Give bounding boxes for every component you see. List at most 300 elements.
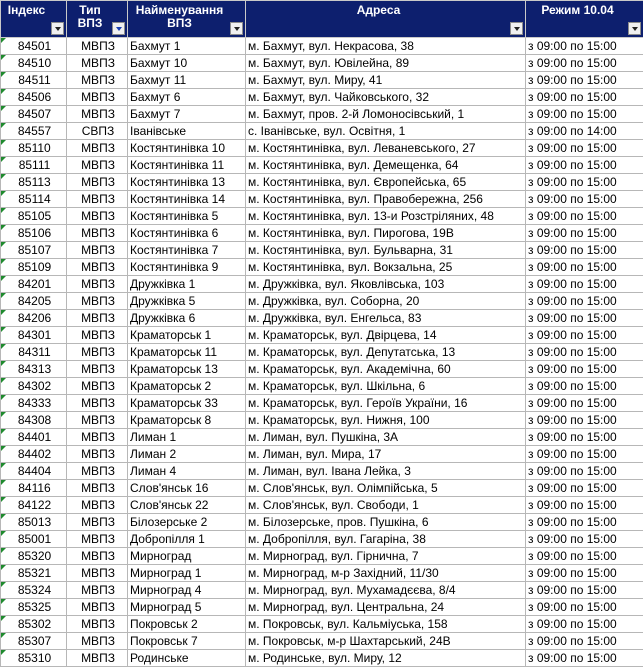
cell-name[interactable]: Мирноград — [128, 548, 246, 565]
filter-dropdown-icon[interactable] — [628, 22, 641, 35]
cell-address[interactable]: м. Краматорськ, вул. Академічна, 60 — [246, 361, 526, 378]
number-as-text-indicator-icon — [1, 378, 6, 383]
cell-index-text: 84311 — [18, 345, 51, 359]
cell-name[interactable]: Покровськ 7 — [128, 633, 246, 650]
cell-index[interactable] — [1, 599, 67, 616]
cell-address[interactable]: м. Костянтинівка, вул. Європейська, 65 — [246, 174, 526, 191]
number-as-text-indicator-icon — [1, 548, 6, 553]
cell-index[interactable] — [1, 531, 67, 548]
cell-index-text: 85110 — [18, 141, 51, 155]
cell-index[interactable] — [1, 412, 67, 429]
cell-type[interactable]: МВПЗ — [67, 650, 128, 667]
cell-index[interactable] — [1, 582, 67, 599]
header-index-label: Індекс — [7, 3, 46, 17]
cell-type[interactable]: МВПЗ — [67, 565, 128, 582]
cell-mode[interactable]: з 09:00 по 15:00 — [526, 310, 643, 327]
table-row — [1, 106, 643, 123]
cell-name[interactable]: Костянтинівка 11 — [128, 157, 246, 174]
cell-index-text: 84510 — [17, 56, 52, 70]
cell-index-text: 84402 — [17, 447, 52, 461]
cell-index-text: 84313 — [17, 362, 52, 376]
cell-mode[interactable]: з 09:00 по 15:00 — [526, 361, 643, 378]
cell-name[interactable]: Іванівське — [128, 123, 246, 140]
cell-index[interactable] — [1, 293, 67, 310]
cell-type[interactable]: МВПЗ — [67, 395, 128, 412]
cell-type[interactable]: МВПЗ — [67, 497, 128, 514]
cell-index-text: 85307 — [17, 634, 52, 648]
cell-mode[interactable]: з 09:00 по 15:00 — [526, 599, 643, 616]
cell-index[interactable] — [1, 157, 67, 174]
filter-dropdown-icon[interactable] — [510, 22, 523, 35]
cell-mode[interactable]: з 09:00 по 15:00 — [526, 174, 643, 191]
cell-mode[interactable]: з 09:00 по 15:00 — [526, 293, 643, 310]
table-row — [1, 344, 643, 361]
cell-index[interactable] — [1, 123, 67, 140]
number-as-text-indicator-icon — [1, 599, 6, 604]
cell-name[interactable]: Білозерське 2 — [128, 514, 246, 531]
cell-address[interactable]: м. Слов'янськ, вул. Свободи, 1 — [246, 497, 526, 514]
cell-index[interactable] — [1, 140, 67, 157]
table-row — [1, 395, 643, 412]
cell-type[interactable]: МВПЗ — [67, 310, 128, 327]
cell-address[interactable]: м. Костянтинівка, вул. Вокзальна, 25 — [246, 259, 526, 276]
cell-type[interactable]: МВПЗ — [67, 378, 128, 395]
cell-mode[interactable]: з 09:00 по 15:00 — [526, 548, 643, 565]
cell-address[interactable]: м. Дружківка, вул. Яковлівська, 103 — [246, 276, 526, 293]
cell-address[interactable]: м. Мирноград, вул. Гірнична, 7 — [246, 548, 526, 565]
cell-address[interactable]: м. Покровськ, м-р Шахтарський, 24В — [246, 633, 526, 650]
cell-address[interactable]: м. Слов'янськ, вул. Олімпійська, 5 — [246, 480, 526, 497]
table-row — [1, 276, 643, 293]
cell-index[interactable] — [1, 55, 67, 72]
cell-name[interactable]: Бахмут 10 — [128, 55, 246, 72]
cell-address[interactable]: м. Мирноград, вул. Центральна, 24 — [246, 599, 526, 616]
table-row — [1, 38, 643, 55]
number-as-text-indicator-icon — [1, 361, 6, 366]
cell-name[interactable]: Краматорськ 33 — [128, 395, 246, 412]
cell-mode[interactable]: з 09:00 по 15:00 — [526, 633, 643, 650]
cell-name[interactable]: Лиман 1 — [128, 429, 246, 446]
cell-index[interactable] — [1, 565, 67, 582]
cell-address[interactable]: м. Костянтинівка, вул. Леваневського, 27 — [246, 140, 526, 157]
number-as-text-indicator-icon — [1, 344, 6, 349]
cell-index-text: 84557 — [17, 124, 52, 138]
cell-type[interactable]: МВПЗ — [67, 157, 128, 174]
cell-address[interactable]: м. Дружківка, вул. Енгельса, 83 — [246, 310, 526, 327]
number-as-text-indicator-icon — [1, 106, 6, 111]
cell-mode[interactable]: з 09:00 по 15:00 — [526, 446, 643, 463]
number-as-text-indicator-icon — [1, 327, 6, 332]
cell-type[interactable]: МВПЗ — [67, 463, 128, 480]
number-as-text-indicator-icon — [1, 293, 6, 298]
number-as-text-indicator-icon — [1, 174, 6, 179]
number-as-text-indicator-icon — [1, 616, 6, 621]
cell-mode[interactable]: з 09:00 по 15:00 — [526, 225, 643, 242]
cell-name[interactable]: Дружківка 5 — [128, 293, 246, 310]
number-as-text-indicator-icon — [1, 412, 6, 417]
cell-name[interactable]: Бахмут 11 — [128, 72, 246, 89]
cell-name[interactable]: Мирноград 4 — [128, 582, 246, 599]
cell-index[interactable] — [1, 497, 67, 514]
cell-name[interactable]: Краматорськ 8 — [128, 412, 246, 429]
cell-name[interactable]: Слов'янськ 16 — [128, 480, 246, 497]
cell-type[interactable]: МВПЗ — [67, 106, 128, 123]
number-as-text-indicator-icon — [1, 497, 6, 502]
cell-address[interactable]: м. Мирноград, м-р Західний, 11/30 — [246, 565, 526, 582]
table-row — [1, 633, 643, 650]
number-as-text-indicator-icon — [1, 531, 6, 536]
cell-address[interactable]: м. Бахмут, вул. Ювілейна, 89 — [246, 55, 526, 72]
number-as-text-indicator-icon — [1, 565, 6, 570]
cell-mode[interactable]: з 09:00 по 15:00 — [526, 429, 643, 446]
table-row — [1, 531, 643, 548]
cell-index[interactable] — [1, 208, 67, 225]
number-as-text-indicator-icon — [1, 55, 6, 60]
table-row — [1, 616, 643, 633]
cell-type[interactable]: МВПЗ — [67, 361, 128, 378]
cell-name[interactable]: Лиман 4 — [128, 463, 246, 480]
cell-type[interactable]: МВПЗ — [67, 89, 128, 106]
cell-name[interactable]: Бахмут 1 — [128, 38, 246, 55]
cell-type[interactable]: МВПЗ — [67, 446, 128, 463]
cell-index[interactable] — [1, 38, 67, 55]
cell-index[interactable] — [1, 191, 67, 208]
cell-name[interactable]: Дружківка 6 — [128, 310, 246, 327]
cell-mode[interactable]: з 09:00 по 15:00 — [526, 157, 643, 174]
cell-type[interactable]: МВПЗ — [67, 242, 128, 259]
cell-type[interactable]: МВПЗ — [67, 599, 128, 616]
cell-type[interactable]: МВПЗ — [67, 582, 128, 599]
cell-name[interactable]: Костянтинівка 5 — [128, 208, 246, 225]
table-row — [1, 327, 643, 344]
cell-index-text: 85321 — [17, 566, 52, 580]
header-name-label: Найменування ВПЗ — [135, 3, 224, 30]
table-row — [1, 650, 643, 667]
cell-address[interactable]: м. Бахмут, вул. Миру, 41 — [246, 72, 526, 89]
cell-address[interactable]: м. Костянтинівка, вул. Пирогова, 19В — [246, 225, 526, 242]
cell-index-text: 84122 — [17, 498, 52, 512]
cell-mode[interactable]: з 09:00 по 15:00 — [526, 378, 643, 395]
table-row — [1, 582, 643, 599]
header-row — [1, 1, 643, 38]
table-row — [1, 225, 643, 242]
cell-index[interactable] — [1, 395, 67, 412]
cell-index[interactable] — [1, 310, 67, 327]
cell-name[interactable]: Костянтинівка 13 — [128, 174, 246, 191]
cell-mode[interactable]: з 09:00 по 15:00 — [526, 89, 643, 106]
number-as-text-indicator-icon — [1, 446, 6, 451]
cell-type[interactable]: МВПЗ — [67, 38, 128, 55]
cell-mode[interactable]: з 09:00 по 15:00 — [526, 276, 643, 293]
number-as-text-indicator-icon — [1, 38, 6, 43]
cell-mode[interactable]: з 09:00 по 15:00 — [526, 616, 643, 633]
cell-address[interactable]: м. Костянтинівка, вул. Демещенка, 64 — [246, 157, 526, 174]
cell-index-text: 84302 — [17, 379, 52, 393]
table-row — [1, 429, 643, 446]
cell-name[interactable]: Костянтинівка 6 — [128, 225, 246, 242]
cell-address[interactable]: м. Краматорськ, вул. Двірцева, 14 — [246, 327, 526, 344]
table-row — [1, 259, 643, 276]
cell-index-text: 85302 — [17, 617, 52, 631]
cell-index[interactable] — [1, 480, 67, 497]
cell-name[interactable]: Слов'янськ 22 — [128, 497, 246, 514]
cell-name[interactable]: Краматорськ 11 — [128, 344, 246, 361]
table-row — [1, 191, 643, 208]
table-row — [1, 361, 643, 378]
table-row — [1, 140, 643, 157]
cell-mode[interactable]: з 09:00 по 15:00 — [526, 106, 643, 123]
cell-type[interactable]: МВПЗ — [67, 174, 128, 191]
number-as-text-indicator-icon — [1, 191, 6, 196]
number-as-text-indicator-icon — [1, 310, 6, 315]
cell-index-text: 85324 — [17, 583, 52, 597]
cell-mode[interactable]: з 09:00 по 15:00 — [526, 463, 643, 480]
header-address — [246, 1, 526, 38]
cell-type[interactable]: МВПЗ — [67, 293, 128, 310]
cell-address[interactable]: м. Костянтинівка, вул. 13-и Розстріляних, 48 — [246, 208, 526, 225]
number-as-text-indicator-icon — [1, 259, 6, 264]
cell-address[interactable]: м. Мирноград, вул. Мухамадєєва, 8/4 — [246, 582, 526, 599]
number-as-text-indicator-icon — [1, 157, 6, 162]
cell-address[interactable]: м. Краматорськ, вул. Нижня, 100 — [246, 412, 526, 429]
cell-mode[interactable]: з 09:00 по 15:00 — [526, 497, 643, 514]
cell-index-text: 85013 — [17, 515, 52, 529]
cell-type[interactable]: МВПЗ — [67, 412, 128, 429]
cell-type[interactable]: СВПЗ — [67, 123, 128, 140]
cell-type[interactable]: МВПЗ — [67, 259, 128, 276]
cell-index[interactable] — [1, 106, 67, 123]
cell-mode[interactable]: з 09:00 по 15:00 — [526, 55, 643, 72]
cell-address[interactable]: м. Краматорськ, вул. Депутатська, 13 — [246, 344, 526, 361]
table-row — [1, 310, 643, 327]
cell-mode[interactable]: з 09:00 по 15:00 — [526, 412, 643, 429]
cell-index-text: 84301 — [17, 328, 52, 342]
cell-type[interactable]: МВПЗ — [67, 276, 128, 293]
cell-index-text: 85106 — [17, 226, 52, 240]
cell-index-text: 85111 — [18, 158, 51, 172]
cell-index[interactable] — [1, 276, 67, 293]
cell-index-text: 84404 — [17, 464, 52, 478]
cell-index[interactable] — [1, 72, 67, 89]
cell-index[interactable] — [1, 327, 67, 344]
cell-address[interactable]: м. Бахмут, вул. Чайковського, 32 — [246, 89, 526, 106]
cell-mode[interactable]: з 09:00 по 15:00 — [526, 208, 643, 225]
cell-address[interactable]: м. Родинське, вул. Миру, 12 — [246, 650, 526, 667]
cell-name[interactable]: Лиман 2 — [128, 446, 246, 463]
cell-address[interactable]: м. Бахмут, пров. 2-й Ломоносівський, 1 — [246, 106, 526, 123]
cell-index[interactable] — [1, 174, 67, 191]
cell-type[interactable]: МВПЗ — [67, 429, 128, 446]
filter-dropdown-icon[interactable] — [230, 22, 243, 35]
table-row — [1, 89, 643, 106]
cell-index[interactable] — [1, 225, 67, 242]
cell-index[interactable] — [1, 650, 67, 667]
number-as-text-indicator-icon — [1, 429, 6, 434]
cell-index-text: 84206 — [17, 311, 52, 325]
cell-name[interactable]: Покровськ 2 — [128, 616, 246, 633]
cell-address[interactable]: м. Бахмут, вул. Некрасова, 38 — [246, 38, 526, 55]
cell-index-text: 84511 — [18, 73, 51, 87]
cell-index[interactable] — [1, 463, 67, 480]
number-as-text-indicator-icon — [1, 395, 6, 400]
cell-type[interactable]: МВПЗ — [67, 72, 128, 89]
cell-mode[interactable]: з 09:00 по 15:00 — [526, 582, 643, 599]
number-as-text-indicator-icon — [1, 242, 6, 247]
cell-index-text: 84401 — [17, 430, 52, 444]
cell-type[interactable]: МВПЗ — [67, 344, 128, 361]
filter-active-icon[interactable] — [112, 22, 125, 35]
number-as-text-indicator-icon — [1, 208, 6, 213]
number-as-text-indicator-icon — [1, 582, 6, 587]
cell-type[interactable]: МВПЗ — [67, 225, 128, 242]
cell-index-text: 85114 — [18, 192, 51, 206]
number-as-text-indicator-icon — [1, 140, 6, 145]
cell-address[interactable]: м. Покровськ, вул. Кальміуська, 158 — [246, 616, 526, 633]
number-as-text-indicator-icon — [1, 463, 6, 468]
cell-name[interactable]: Бахмут 6 — [128, 89, 246, 106]
table-row — [1, 157, 643, 174]
header-index — [1, 1, 67, 38]
cell-index-text: 85325 — [17, 600, 52, 614]
cell-index-text: 84333 — [17, 396, 52, 410]
cell-index[interactable] — [1, 242, 67, 259]
cell-index-text: 84205 — [17, 294, 52, 308]
table-row — [1, 463, 643, 480]
table-row — [1, 378, 643, 395]
cell-index[interactable] — [1, 378, 67, 395]
cell-mode[interactable]: з 09:00 по 15:00 — [526, 327, 643, 344]
cell-name[interactable]: Бахмут 7 — [128, 106, 246, 123]
cell-name[interactable]: Мирноград 1 — [128, 565, 246, 582]
table-row — [1, 72, 643, 89]
cell-index[interactable] — [1, 633, 67, 650]
header-mode-label: Режим 10.04 — [541, 3, 614, 17]
cell-mode[interactable]: з 09:00 по 15:00 — [526, 565, 643, 582]
cell-mode[interactable]: з 09:00 по 15:00 — [526, 38, 643, 55]
cell-index[interactable] — [1, 514, 67, 531]
table-row — [1, 565, 643, 582]
cell-index[interactable] — [1, 361, 67, 378]
number-as-text-indicator-icon — [1, 89, 6, 94]
cell-index-text: 84201 — [17, 277, 52, 291]
cell-index-text: 85113 — [18, 175, 51, 189]
cell-address[interactable]: м. Костянтинівка, вул. Бульварна, 31 — [246, 242, 526, 259]
table-row — [1, 548, 643, 565]
cell-index-text: 85105 — [17, 209, 52, 223]
cell-type[interactable]: МВПЗ — [67, 480, 128, 497]
cell-address[interactable]: м. Лиман, вул. Івана Лейка, 3 — [246, 463, 526, 480]
cell-index-text: 85310 — [17, 651, 52, 665]
cell-type[interactable]: МВПЗ — [67, 616, 128, 633]
cell-type[interactable]: МВПЗ — [67, 548, 128, 565]
filter-dropdown-icon[interactable] — [51, 22, 64, 35]
cell-mode[interactable]: з 09:00 по 15:00 — [526, 514, 643, 531]
cell-index-text: 85001 — [17, 532, 52, 546]
number-as-text-indicator-icon — [1, 72, 6, 77]
cell-index-text: 85107 — [17, 243, 52, 257]
cell-index-text: 84116 — [18, 481, 51, 495]
cell-type[interactable]: МВПЗ — [67, 514, 128, 531]
cell-mode[interactable]: з 09:00 по 15:00 — [526, 395, 643, 412]
cell-mode[interactable]: з 09:00 по 15:00 — [526, 480, 643, 497]
cell-name[interactable]: Костянтинівка 7 — [128, 242, 246, 259]
cell-name[interactable]: Костянтинівка 10 — [128, 140, 246, 157]
cell-address[interactable]: м. Костянтинівка, вул. Правобережна, 256 — [246, 191, 526, 208]
cell-type[interactable]: МВПЗ — [67, 191, 128, 208]
number-as-text-indicator-icon — [1, 514, 6, 519]
number-as-text-indicator-icon — [1, 633, 6, 638]
cell-address[interactable]: м. Білозерське, пров. Пушкіна, 6 — [246, 514, 526, 531]
cell-index-text: 84506 — [17, 90, 52, 104]
cell-type[interactable]: МВПЗ — [67, 140, 128, 157]
cell-index-text: 84308 — [17, 413, 52, 427]
cell-address[interactable]: м. Краматорськ, вул. Героїв України, 16 — [246, 395, 526, 412]
header-type-label: Тип ВПЗ — [77, 3, 103, 30]
table-row — [1, 123, 643, 140]
number-as-text-indicator-icon — [1, 650, 6, 655]
cell-name[interactable]: Мирноград 5 — [128, 599, 246, 616]
cell-mode[interactable]: з 09:00 по 15:00 — [526, 531, 643, 548]
cell-name[interactable]: Краматорськ 1 — [128, 327, 246, 344]
cell-mode[interactable]: з 09:00 по 15:00 — [526, 72, 643, 89]
table-row — [1, 55, 643, 72]
cell-name[interactable]: Добропілля 1 — [128, 531, 246, 548]
cell-address[interactable]: с. Іванівське, вул. Освітня, 1 — [246, 123, 526, 140]
cell-name[interactable]: Краматорськ 2 — [128, 378, 246, 395]
cell-mode[interactable]: з 09:00 по 15:00 — [526, 140, 643, 157]
cell-index[interactable] — [1, 548, 67, 565]
cell-name[interactable]: Дружківка 1 — [128, 276, 246, 293]
cell-address[interactable]: м. Добропілля, вул. Гагаріна, 38 — [246, 531, 526, 548]
cell-mode[interactable]: з 09:00 по 15:00 — [526, 191, 643, 208]
cell-mode[interactable]: з 09:00 по 15:00 — [526, 650, 643, 667]
cell-name[interactable]: Родинське — [128, 650, 246, 667]
cell-mode[interactable]: з 09:00 по 15:00 — [526, 242, 643, 259]
cell-type[interactable]: МВПЗ — [67, 531, 128, 548]
header-type — [67, 1, 128, 38]
cell-name[interactable]: Костянтинівка 9 — [128, 259, 246, 276]
cell-index[interactable] — [1, 259, 67, 276]
number-as-text-indicator-icon — [1, 225, 6, 230]
cell-address[interactable]: м. Лиман, вул. Пушкіна, 3А — [246, 429, 526, 446]
cell-index[interactable] — [1, 344, 67, 361]
table-row — [1, 599, 643, 616]
cell-address[interactable]: м. Краматорськ, вул. Шкільна, 6 — [246, 378, 526, 395]
table-body — [1, 38, 643, 667]
cell-index[interactable] — [1, 89, 67, 106]
cell-type[interactable]: МВПЗ — [67, 327, 128, 344]
cell-index[interactable] — [1, 429, 67, 446]
cell-type[interactable]: МВПЗ — [67, 55, 128, 72]
header-address-label: Адреса — [356, 3, 401, 17]
number-as-text-indicator-icon — [1, 480, 6, 485]
cell-name[interactable]: Краматорськ 13 — [128, 361, 246, 378]
cell-name[interactable]: Костянтинівка 14 — [128, 191, 246, 208]
cell-index[interactable] — [1, 616, 67, 633]
cell-address[interactable]: м. Лиман, вул. Мира, 17 — [246, 446, 526, 463]
table-row — [1, 293, 643, 310]
cell-mode[interactable]: з 09:00 по 14:00 — [526, 123, 643, 140]
table-row — [1, 480, 643, 497]
cell-mode[interactable]: з 09:00 по 15:00 — [526, 344, 643, 361]
cell-type[interactable]: МВПЗ — [67, 633, 128, 650]
cell-index[interactable] — [1, 446, 67, 463]
number-as-text-indicator-icon — [1, 123, 6, 128]
cell-address[interactable]: м. Дружківка, вул. Соборна, 20 — [246, 293, 526, 310]
table-row — [1, 208, 643, 225]
cell-mode[interactable]: з 09:00 по 15:00 — [526, 259, 643, 276]
cell-type[interactable]: МВПЗ — [67, 208, 128, 225]
